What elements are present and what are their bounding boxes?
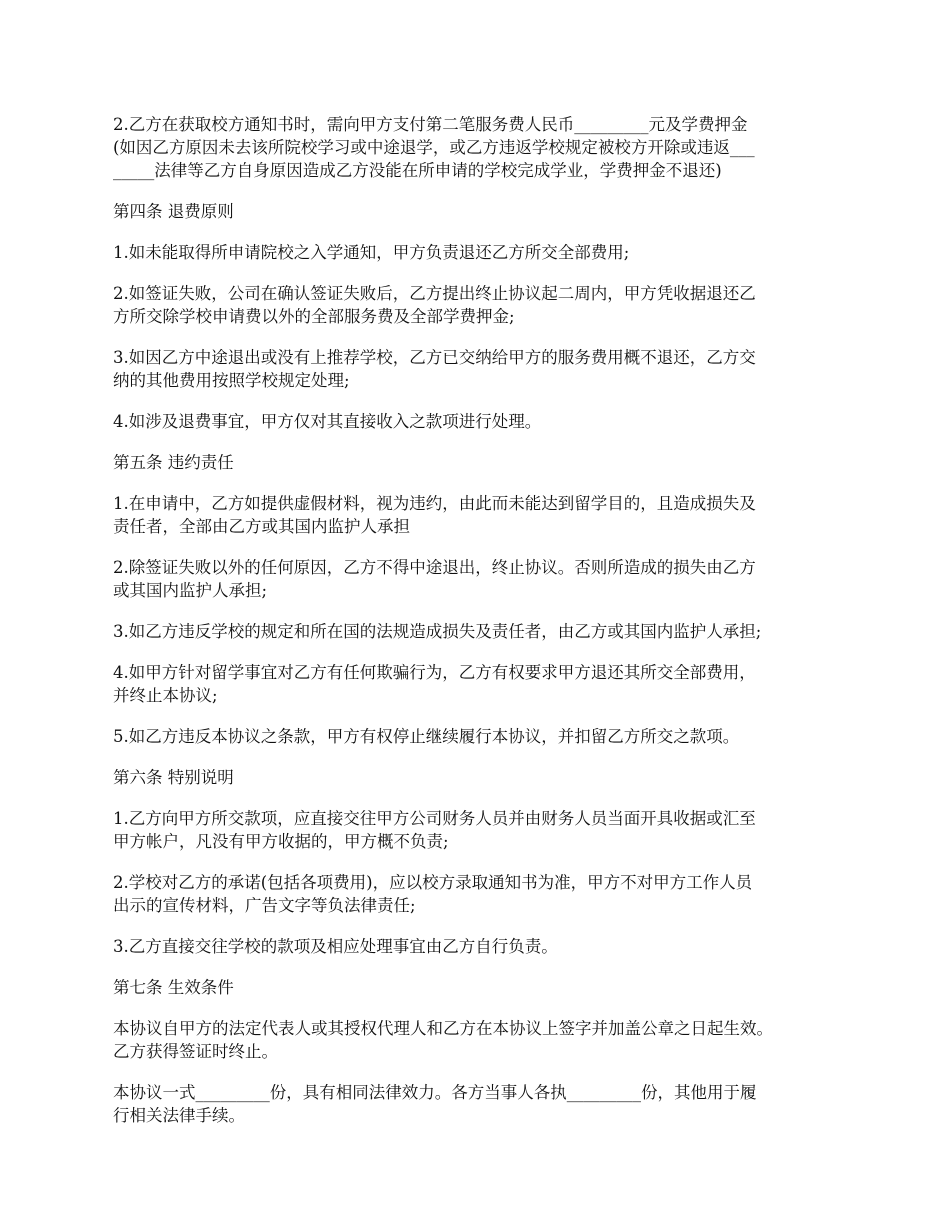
text-line: 责任者，全部由乙方或其国内监护人承担 (113, 517, 410, 536)
paragraph (113, 620, 858, 643)
paragraph (113, 1017, 858, 1063)
paragraph (113, 492, 858, 538)
paragraph (113, 113, 858, 182)
section-heading (113, 766, 858, 789)
text-line: 3.乙方直接交往学校的款项及相应处理事宜由乙方自行负责。 (113, 937, 558, 956)
text-line: 2.乙方在获取校方通知书时，需向甲方支付第二笔服务费人民币_________元及学费押金 (113, 115, 748, 134)
section-heading (113, 451, 858, 474)
text-line: 5.如乙方违反本协议之条款，甲方有权停止继续履行本协议，并扣留乙方所交之款项。 (113, 727, 740, 746)
text-line: 本协议一式_________份，具有相同法律效力。各方当事人各执_________份，其他用于履 (113, 1083, 757, 1102)
text-line: 行相关法律手续。 (113, 1106, 245, 1125)
text-line: 4.如甲方针对留学事宜对乙方有任何欺骗行为，乙方有权要求甲方退还其所交全部费用， (113, 663, 756, 682)
section-heading (113, 976, 858, 999)
paragraph (113, 871, 858, 917)
text-line: 第四条 退费原则 (113, 202, 234, 221)
text-line: 4.如涉及退费事宜，甲方仅对其直接收入之款项进行处理。 (113, 412, 542, 431)
section-heading (113, 200, 858, 223)
paragraph (113, 1081, 858, 1127)
paragraph (113, 410, 858, 433)
paragraph (113, 807, 858, 853)
paragraph (113, 725, 858, 748)
paragraph (113, 661, 858, 707)
text-line: 本协议自甲方的法定代表人或其授权代理人和乙方在本协议上签字并加盖公章之日起生效。 (113, 1019, 773, 1038)
text-line: 3.如因乙方中途退出或没有上推荐学校，乙方已交纳给甲方的服务费用概不退还，乙方交 (113, 348, 756, 367)
text-line: 1.乙方向甲方所交款项，应直接交往甲方公司财务人员并由财务人员当面开具收据或汇至 (113, 809, 756, 828)
text-line: 方所交除学校申请费以外的全部服务费及全部学费押金; (113, 307, 515, 326)
text-line: 2.除签证失败以外的任何原因，乙方不得中途退出，终止协议。否则所造成的损失由乙方 (113, 558, 756, 577)
paragraph (113, 346, 858, 392)
paragraph (113, 556, 858, 602)
text-line: 1.如未能取得所申请院校之入学通知，甲方负责退还乙方所交全部费用; (113, 243, 630, 262)
text-line: 纳的其他费用按照学校规定处理; (113, 371, 350, 390)
text-line: _____法律等乙方自身原因造成乙方没能在所申请的学校完成学业，学费押金不退还) (113, 161, 722, 180)
text-line: 第六条 特别说明 (113, 768, 234, 787)
paragraph (113, 935, 858, 958)
text-line: 1.在申请中，乙方如提供虚假材料，视为违约，由此而未能达到留学目的，且造成损失及 (113, 494, 756, 513)
paragraph (113, 241, 858, 264)
text-line: 乙方获得签证时终止。 (113, 1042, 278, 1061)
document-body (113, 113, 860, 1127)
text-line: 甲方帐户，凡没有甲方收据的，甲方概不负责; (113, 832, 449, 851)
text-line: 第五条 违约责任 (113, 453, 234, 472)
text-line: 出示的宣传材料，广告文字等负法律责任; (113, 896, 416, 915)
text-line: (如因乙方原因未去该所院校学习或中途退学，或乙方违返学校规定被校方开除或违返___ (113, 138, 755, 157)
paragraph (113, 282, 858, 328)
text-line: 或其国内监护人承担; (113, 581, 268, 600)
text-line: 2.学校对乙方的承诺(包括各项费用)，应以校方录取通知书为准，甲方不对甲方工作人员 (113, 873, 753, 892)
text-line: 2.如签证失败，公司在确认签证失败后，乙方提出终止协议起二周内，甲方凭收据退还乙 (113, 284, 756, 303)
text-line: 第七条 生效条件 (113, 978, 234, 997)
text-line: 3.如乙方违反学校的规定和所在国的法规造成损失及责任者，由乙方或其国内监护人承担; (113, 622, 762, 641)
text-line: 并终止本协议; (113, 686, 218, 705)
